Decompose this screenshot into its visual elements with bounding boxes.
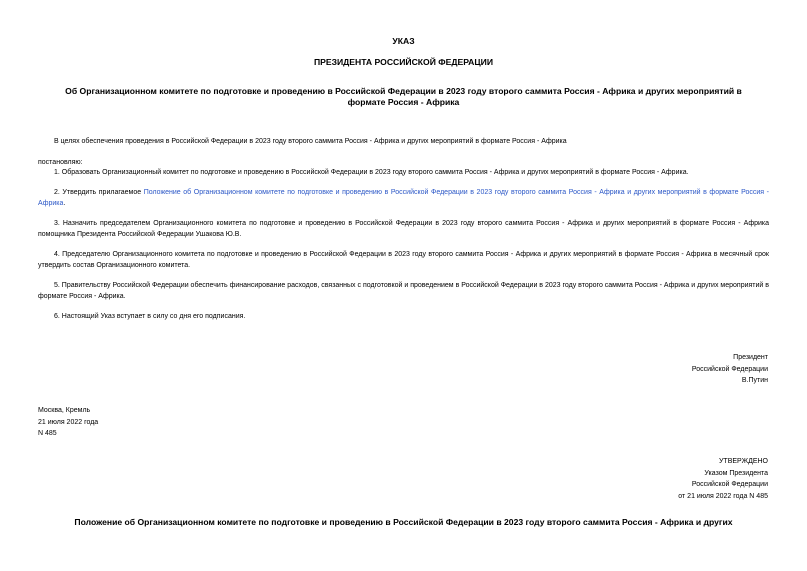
signature-name: В.Путин bbox=[741, 377, 768, 384]
preamble: В целях обеспечения проведения в Российской Федерации в 2023 году второго саммита Россия - Африка и других мероприятий в формате Россия - Африка bbox=[54, 138, 567, 145]
signature-country: Российской Федерации bbox=[691, 365, 768, 373]
item-6: 6. Настоящий Указ вступает в силу со дня его подписания. bbox=[54, 313, 246, 320]
regulation-link[interactable]: Положение об Организационном комитете по подготовке и проведению в Российской Федерации в 2023 году второго саммита Россия - Африка и других мероприятий в формате Россия - Африка bbox=[38, 189, 769, 207]
item-1: 1. Образовать Организационный комитет по подготовке и проведению в Российской Федерации в 2023 году второго саммита Россия - Африка и других мероприятий в формате Россия - Африка. bbox=[54, 169, 689, 176]
decree-number: N 485 bbox=[38, 430, 57, 437]
approval-date-number: от 21 июля 2022 года N 485 bbox=[678, 492, 768, 500]
item-2 bbox=[38, 188, 769, 209]
decree-issuer: ПРЕЗИДЕНТА РОССИЙСКОЙ ФЕДЕРАЦИИ bbox=[313, 57, 494, 67]
item-5: 5. Правительству Российской Федерации обеспечить финансирование расходов, связанных с подготовкой и проведением в Российской Федерации в 2023 году второго саммита Россия - Африка и других мероприятий в формате Россия - Африка. bbox=[38, 282, 769, 300]
decree-title: УКАЗ bbox=[392, 36, 415, 46]
item-4: 4. Председателю Организационного комитета по подготовке и проведению в Российской Федерации в 2023 году второго саммита Россия - Африка и других мероприятий в формате Россия - Африка в месячный срок утвердить состав Организационного комитета. bbox=[38, 251, 769, 269]
appendix-title: Положение об Организационном комитете по подготовке и проведению в Российской Федерации в 2023 году второго саммита Россия - Африка и других bbox=[74, 517, 733, 527]
item-3: 3. Назначить председателем Организационного комитета по подготовке и проведению в Российской Федерации в 2023 году второго саммита Россия - Африка и других мероприятий в формате Россия - Африка помощника Президента Российской Федерации Ушакова Ю.В. bbox=[38, 220, 769, 238]
signature-title: Президент bbox=[733, 354, 768, 361]
item-2-suffix: . bbox=[63, 199, 66, 207]
approval-by: Указом Президента bbox=[704, 469, 768, 477]
approval-country: Российской Федерации bbox=[691, 481, 768, 488]
approval-label: УТВЕРЖДЕНО bbox=[718, 458, 768, 465]
signature-block bbox=[692, 352, 768, 387]
item-2-prefix: 2. Утвердить прилагаемое bbox=[54, 189, 144, 196]
signing-place: Москва, Кремль bbox=[38, 407, 91, 414]
approval-block bbox=[678, 456, 768, 502]
resolve-word: постановляю: bbox=[38, 159, 83, 166]
decree-subject: Об Организационном комитете по подготовке и проведению в Российской Федерации в 2023 году второго саммита Россия - Африка и других мероприятий в формате Россия - Африка bbox=[65, 86, 742, 107]
signing-date: 21 июля 2022 года bbox=[38, 418, 99, 426]
place-date-block bbox=[38, 405, 98, 440]
